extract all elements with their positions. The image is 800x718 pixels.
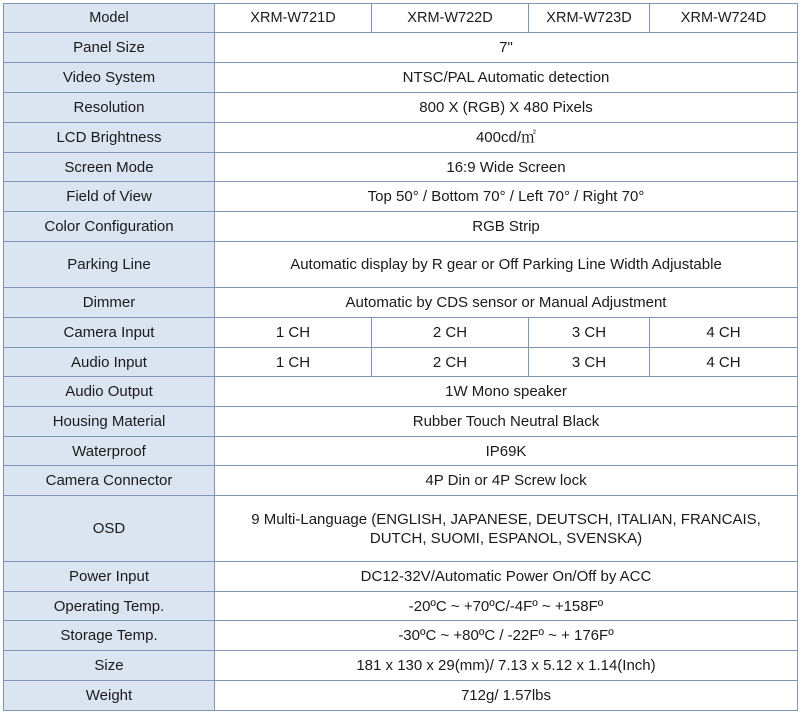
table-row [4, 437, 798, 466]
table-row [4, 651, 798, 681]
spec-value: Rubber Touch Neutral Black [215, 407, 798, 437]
spec-label: Waterproof [4, 437, 215, 466]
table-row-model [4, 4, 798, 33]
audio-input-cell-2: 2 CH [372, 348, 529, 377]
spec-label: Camera Connector [4, 466, 215, 496]
table-row [4, 123, 798, 153]
spec-label: Field of View [4, 182, 215, 212]
spec-value [215, 496, 798, 562]
spec-value: DC12-32V/Automatic Power On/Off by ACC [215, 562, 798, 592]
camera-input-cell-3: 3 CH [529, 318, 650, 348]
table-row [4, 377, 798, 407]
camera-input-cell-1: 1 CH [215, 318, 372, 348]
model-cell-2: XRM-W722D [372, 4, 529, 33]
spec-value: 4P Din or 4P Screw lock [215, 466, 798, 496]
model-cell-3: XRM-W723D [529, 4, 650, 33]
spec-label: Camera Input [4, 318, 215, 348]
spec-value: -20ºC ~ +70ºC/-4Fº ~ +158Fº [215, 592, 798, 621]
osd-line-1: 9 Multi-Language (ENGLISH, JAPANESE, DEUTSCH, ITALIAN, FRANCAIS, [251, 510, 761, 528]
table-row [4, 242, 798, 288]
spec-value: IP69K [215, 437, 798, 466]
spec-value: Top 50° / Bottom 70° / Left 70° / Right 70° [215, 182, 798, 212]
spec-label: Screen Mode [4, 153, 215, 182]
table-row [4, 496, 798, 562]
spec-value: 1W Mono speaker [215, 377, 798, 407]
spec-value: Automatic by CDS sensor or Manual Adjustment [215, 288, 798, 318]
table-row [4, 153, 798, 182]
table-row [4, 466, 798, 496]
spec-value: RGB Strip [215, 212, 798, 242]
table-row [4, 621, 798, 651]
spec-value: -30ºC ~ +80ºC / -22Fº ~ + 176Fº [215, 621, 798, 651]
table-row [4, 288, 798, 318]
spec-label: Operating Temp. [4, 592, 215, 621]
spec-label: Audio Input [4, 348, 215, 377]
table-row [4, 182, 798, 212]
spec-table [3, 3, 798, 711]
table-row [4, 681, 798, 711]
table-row [4, 592, 798, 621]
table-row [4, 63, 798, 93]
spec-label: Color Configuration [4, 212, 215, 242]
spec-value: 400cd/㎡ [215, 123, 798, 153]
spec-label: Housing Material [4, 407, 215, 437]
spec-label: Audio Output [4, 377, 215, 407]
spec-label: Weight [4, 681, 215, 711]
spec-label: Power Input [4, 562, 215, 592]
table-row [4, 93, 798, 123]
audio-input-cell-1: 1 CH [215, 348, 372, 377]
spec-value: 7" [215, 33, 798, 63]
spec-label: OSD [4, 496, 215, 562]
spec-value: 181 x 130 x 29(mm)/ 7.13 x 5.12 x 1.14(Inch) [215, 651, 798, 681]
table-row [4, 212, 798, 242]
spec-label: Dimmer [4, 288, 215, 318]
spec-label: Size [4, 651, 215, 681]
model-cell-4: XRM-W724D [650, 4, 798, 33]
spec-value: 712g/ 1.57lbs [215, 681, 798, 711]
table-row [4, 33, 798, 63]
spec-label: Parking Line [4, 242, 215, 288]
audio-input-cell-3: 3 CH [529, 348, 650, 377]
table-row [4, 348, 798, 377]
spec-value: NTSC/PAL Automatic detection [215, 63, 798, 93]
model-cell-1: XRM-W721D [215, 4, 372, 33]
spec-value: 800 X (RGB) X 480 Pixels [215, 93, 798, 123]
audio-input-cell-4: 4 CH [650, 348, 798, 377]
spec-label: Video System [4, 63, 215, 93]
spec-value: Automatic display by R gear or Off Parking Line Width Adjustable [215, 242, 798, 288]
table-row [4, 318, 798, 348]
spec-label: Resolution [4, 93, 215, 123]
spec-label: Storage Temp. [4, 621, 215, 651]
camera-input-cell-4: 4 CH [650, 318, 798, 348]
spec-label: LCD Brightness [4, 123, 215, 153]
table-row [4, 407, 798, 437]
table-row [4, 562, 798, 592]
spec-label: Panel Size [4, 33, 215, 63]
camera-input-cell-2: 2 CH [372, 318, 529, 348]
spec-value: 16:9 Wide Screen [215, 153, 798, 182]
osd-line-2: DUTCH, SUOMI, ESPANOL, SVENSKA) [369, 529, 643, 547]
model-label: Model [4, 4, 215, 33]
